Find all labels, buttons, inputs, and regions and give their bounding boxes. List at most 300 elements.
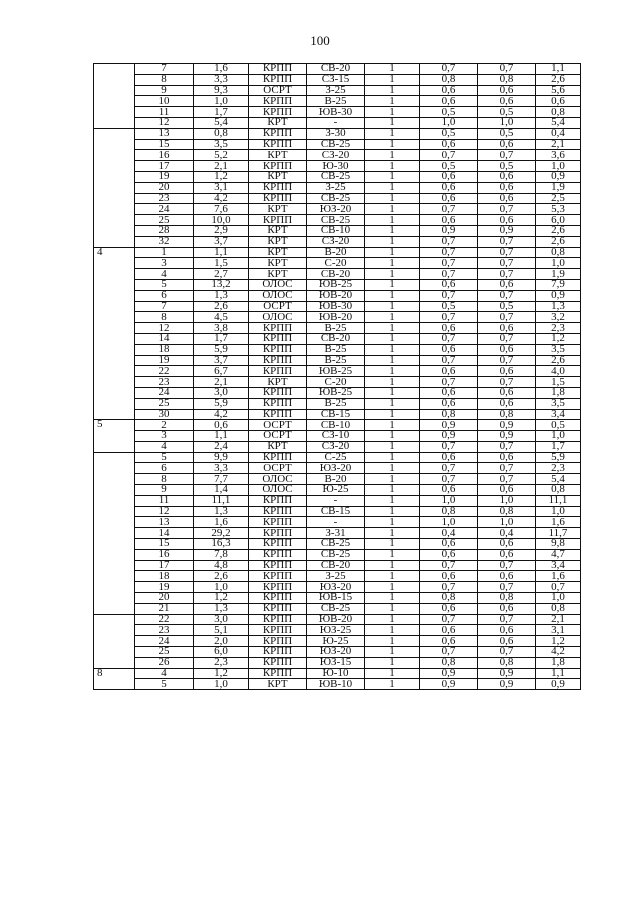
table-cell: 0,6 (478, 603, 536, 614)
table-cell: 1 (365, 85, 420, 96)
table-cell: КРПП (249, 107, 307, 118)
table-cell: 0,5 (420, 107, 478, 118)
table-cell: 5 (135, 679, 194, 690)
table-cell: 1,0 (536, 431, 581, 442)
table-cell: КРТ (249, 269, 307, 280)
table-cell: 9,9 (194, 452, 249, 463)
table-row (94, 204, 581, 215)
table-row (94, 474, 581, 485)
table-row (94, 517, 581, 528)
table-row (94, 647, 581, 658)
table-cell: 0,9 (420, 431, 478, 442)
table-cell: 1,8 (536, 657, 581, 668)
table-cell: 1 (365, 647, 420, 658)
table-cell: 15 (135, 539, 194, 550)
table-cell: 20 (135, 182, 194, 193)
table-row (94, 236, 581, 247)
table-cell: - (307, 117, 365, 128)
table-cell: 0,8 (536, 603, 581, 614)
table-cell: ЮЗ-20 (307, 647, 365, 658)
table-cell: 1 (365, 236, 420, 247)
table-cell: 1 (365, 506, 420, 517)
table-cell: 24 (135, 204, 194, 215)
table-cell: 12 (135, 506, 194, 517)
table-cell: 0,6 (478, 182, 536, 193)
table-cell: КРПП (249, 409, 307, 420)
table-cell: 2,6 (536, 355, 581, 366)
table-cell: КРПП (249, 323, 307, 334)
table-cell: 1,0 (536, 161, 581, 172)
table-cell: 1 (365, 539, 420, 550)
group-label-cell: 4 (94, 247, 135, 420)
table-cell: 0,6 (478, 636, 536, 647)
table-cell: 0,7 (420, 247, 478, 258)
table-cell: 0,6 (420, 85, 478, 96)
table-cell: КРТ (249, 204, 307, 215)
table-cell: ОЛОС (249, 279, 307, 290)
table-cell: 1 (365, 182, 420, 193)
table-cell: 0,6 (420, 549, 478, 560)
table-cell: 1,1 (536, 64, 581, 75)
table-cell: КРПП (249, 625, 307, 636)
table-cell: 1 (365, 463, 420, 474)
table-cell: 1 (365, 225, 420, 236)
table-cell: 0,6 (478, 571, 536, 582)
table-cell: 1,2 (194, 593, 249, 604)
table-cell: 1,0 (536, 258, 581, 269)
table-cell: ЮВ-30 (307, 301, 365, 312)
table-cell: 2,6 (194, 571, 249, 582)
table-cell: 5,4 (194, 117, 249, 128)
table-cell: 29,2 (194, 528, 249, 539)
table-cell: 7,7 (194, 474, 249, 485)
table-row (94, 64, 581, 75)
table-cell: 2,1 (536, 614, 581, 625)
table-cell: СВ-20 (307, 333, 365, 344)
table-row (94, 355, 581, 366)
table-cell: 1 (365, 171, 420, 182)
table-cell: 1 (365, 474, 420, 485)
table-cell: 0,7 (478, 377, 536, 388)
table-cell: КРПП (249, 517, 307, 528)
table-cell: 1 (365, 312, 420, 323)
table-cell: 20 (135, 593, 194, 604)
table-cell: 2,1 (194, 377, 249, 388)
table-cell: 1 (365, 549, 420, 560)
table-cell: 2,5 (536, 193, 581, 204)
table-cell: 1,6 (536, 517, 581, 528)
table-cell: 1,0 (536, 506, 581, 517)
table-cell: КРПП (249, 366, 307, 377)
table-cell: КРПП (249, 139, 307, 150)
table-cell: - (307, 517, 365, 528)
table-cell: КРПП (249, 528, 307, 539)
table-body (94, 64, 581, 690)
table-cell: 3 (135, 431, 194, 442)
table-cell: 0,8 (420, 657, 478, 668)
table-cell: КРТ (249, 117, 307, 128)
table-cell: 22 (135, 614, 194, 625)
table-cell: 5,4 (536, 117, 581, 128)
table-cell: 3,4 (536, 560, 581, 571)
table-cell: 1 (365, 117, 420, 128)
table-cell: 0,5 (536, 420, 581, 431)
table-cell: 0,7 (478, 647, 536, 658)
table-cell: 1,3 (194, 290, 249, 301)
table-cell: 1 (365, 582, 420, 593)
table-cell: 0,6 (420, 387, 478, 398)
table-cell: ЮВ-15 (307, 593, 365, 604)
table-cell: СВ-25 (307, 603, 365, 614)
group-label-cell: 8 (94, 668, 135, 690)
table-cell: 1 (365, 517, 420, 528)
table-cell: 4 (135, 668, 194, 679)
table-cell: 15 (135, 139, 194, 150)
table-cell: 14 (135, 333, 194, 344)
page-number: 100 (310, 33, 330, 48)
table-row (94, 495, 581, 506)
table-cell: 32 (135, 236, 194, 247)
table-cell: 0,8 (420, 506, 478, 517)
table-cell: 0,7 (420, 647, 478, 658)
table-cell: 0,7 (478, 474, 536, 485)
table-cell: 2,1 (536, 139, 581, 150)
table-cell: 11,1 (536, 495, 581, 506)
table-cell: 0,9 (536, 171, 581, 182)
table-cell: 0,7 (478, 614, 536, 625)
table-cell: 4 (135, 441, 194, 452)
table-row (94, 571, 581, 582)
table-cell: СЗ-20 (307, 441, 365, 452)
table-cell: 0,6 (420, 366, 478, 377)
table-cell: 0,7 (478, 463, 536, 474)
data-table (93, 63, 581, 690)
table-cell: 5 (135, 279, 194, 290)
table-cell: СВ-25 (307, 193, 365, 204)
table-cell: 0,6 (536, 96, 581, 107)
table-cell: 0,8 (194, 128, 249, 139)
table-cell: 0,9 (420, 679, 478, 690)
table-cell: 1 (365, 64, 420, 75)
table-cell: 1,0 (536, 593, 581, 604)
table-cell: КРПП (249, 193, 307, 204)
table-cell: - (307, 495, 365, 506)
table-cell: В-25 (307, 96, 365, 107)
table-cell: 0,7 (420, 377, 478, 388)
table-cell: КРПП (249, 657, 307, 668)
table-cell: 0,9 (536, 679, 581, 690)
table-cell: ОСРТ (249, 301, 307, 312)
table-row (94, 333, 581, 344)
table-cell: 0,7 (420, 150, 478, 161)
table-cell: 0,7 (478, 247, 536, 258)
table-cell: 1,2 (194, 171, 249, 182)
table-row (94, 247, 581, 258)
table-row (94, 560, 581, 571)
table-cell: 2,7 (194, 269, 249, 280)
table-cell: 0,5 (478, 161, 536, 172)
table-cell: 0,5 (420, 161, 478, 172)
table-cell: ЮВ-20 (307, 614, 365, 625)
table-row (94, 485, 581, 496)
table-row (94, 539, 581, 550)
table-cell: 0,7 (420, 236, 478, 247)
table-cell: 0,7 (420, 582, 478, 593)
table-cell: 0,7 (478, 258, 536, 269)
table-cell: 1 (365, 495, 420, 506)
table-cell: 1,0 (194, 679, 249, 690)
table-cell: 14 (135, 528, 194, 539)
table-cell: В-25 (307, 355, 365, 366)
table-cell: 16 (135, 150, 194, 161)
table-cell: 0,8 (536, 107, 581, 118)
table-cell: 3,5 (536, 398, 581, 409)
table-cell: КРПП (249, 614, 307, 625)
table-cell: 21 (135, 603, 194, 614)
table-cell: 3,0 (194, 614, 249, 625)
table-cell: 1 (365, 441, 420, 452)
table-cell: 7,8 (194, 549, 249, 560)
table-cell: Ю-25 (307, 636, 365, 647)
table-cell: 2,9 (194, 225, 249, 236)
table-cell: СЗ-20 (307, 236, 365, 247)
table-cell: 2,6 (536, 236, 581, 247)
table-row (94, 506, 581, 517)
table-cell: 0,7 (420, 614, 478, 625)
table-row (94, 614, 581, 625)
table-cell: 0,6 (420, 571, 478, 582)
table-row (94, 387, 581, 398)
table-cell: ЮЗ-15 (307, 657, 365, 668)
table-cell: ОСРТ (249, 431, 307, 442)
table-cell: 23 (135, 625, 194, 636)
table-cell: 1 (365, 279, 420, 290)
table-cell: СЗ-10 (307, 431, 365, 442)
table-row (94, 625, 581, 636)
table-cell: 2,3 (536, 463, 581, 474)
table-cell: КРПП (249, 549, 307, 560)
table-cell: 1,3 (536, 301, 581, 312)
table-cell: 0,8 (536, 247, 581, 258)
table-cell: 0,9 (536, 290, 581, 301)
table-cell: 19 (135, 171, 194, 182)
table-cell: 1 (365, 679, 420, 690)
table-cell: 1 (365, 107, 420, 118)
table-cell: 1,4 (194, 485, 249, 496)
table-cell: 1,9 (536, 182, 581, 193)
table-cell: 1 (365, 431, 420, 442)
table-cell: 0,7 (420, 290, 478, 301)
table-cell: 0,7 (420, 312, 478, 323)
table-cell: 1 (365, 355, 420, 366)
table-cell: 1 (365, 150, 420, 161)
table-row (94, 657, 581, 668)
table-cell: СВ-25 (307, 215, 365, 226)
table-cell: 0,8 (478, 409, 536, 420)
table-cell: 1,1 (194, 431, 249, 442)
table-cell: 0,6 (478, 539, 536, 550)
table-cell: ОСРТ (249, 420, 307, 431)
table-cell: 6,0 (194, 647, 249, 658)
table-cell: 3,8 (194, 323, 249, 334)
table-cell: 0,4 (536, 128, 581, 139)
table-cell: 0,7 (420, 355, 478, 366)
table-cell: 7 (135, 64, 194, 75)
table-cell: 4,2 (536, 647, 581, 658)
table-cell: ЮВ-25 (307, 387, 365, 398)
table-cell: 11,7 (536, 528, 581, 539)
table-cell: ОЛОС (249, 474, 307, 485)
table-row (94, 366, 581, 377)
table-cell: СВ-10 (307, 420, 365, 431)
table-cell: ЮВ-25 (307, 279, 365, 290)
table-cell: КРПП (249, 64, 307, 75)
group-label-cell (94, 452, 135, 614)
table-cell: КРТ (249, 679, 307, 690)
table-cell: 0,5 (478, 128, 536, 139)
table-cell: 1 (365, 398, 420, 409)
table-cell: ОСРТ (249, 85, 307, 96)
table-cell: 1,0 (478, 495, 536, 506)
table-cell: 1 (365, 560, 420, 571)
table-cell: 2,6 (536, 225, 581, 236)
table-row (94, 463, 581, 474)
table-cell: С-20 (307, 377, 365, 388)
table-cell: ОЛОС (249, 312, 307, 323)
table-cell: 0,7 (420, 441, 478, 452)
table-cell: 0,7 (478, 333, 536, 344)
table-cell: 1,2 (194, 668, 249, 679)
table-cell: КРПП (249, 182, 307, 193)
table-cell: 0,6 (420, 344, 478, 355)
table-cell: 0,7 (478, 150, 536, 161)
table-cell: 0,7 (478, 582, 536, 593)
table-row (94, 679, 581, 690)
table-cell: Ю-25 (307, 485, 365, 496)
table-cell: 10 (135, 96, 194, 107)
table-cell: КРТ (249, 441, 307, 452)
table-cell: ЮЗ-20 (307, 582, 365, 593)
table-cell: 0,7 (478, 312, 536, 323)
table-cell: 8 (135, 474, 194, 485)
table-cell: 0,8 (536, 485, 581, 496)
table-cell: 12 (135, 117, 194, 128)
table-cell: КРПП (249, 593, 307, 604)
table-cell: 3,6 (536, 150, 581, 161)
table-cell: 13,2 (194, 279, 249, 290)
table-cell: КРТ (249, 150, 307, 161)
table-row (94, 161, 581, 172)
table-cell: 1,7 (194, 107, 249, 118)
table-cell: 1,2 (536, 333, 581, 344)
table-row (94, 258, 581, 269)
table-cell: 3 (135, 258, 194, 269)
table-cell: КРПП (249, 387, 307, 398)
table-cell: КРПП (249, 161, 307, 172)
table-row (94, 301, 581, 312)
table-cell: В-20 (307, 247, 365, 258)
table-cell: 1,5 (536, 377, 581, 388)
table-cell: 0,7 (536, 582, 581, 593)
table-cell: З-25 (307, 571, 365, 582)
table-cell: 1,5 (194, 258, 249, 269)
table-cell: 1,0 (194, 582, 249, 593)
table-cell: ЮВ-10 (307, 679, 365, 690)
table-cell: 0,6 (420, 452, 478, 463)
table-cell: 4,0 (536, 366, 581, 377)
table-row (94, 193, 581, 204)
table-cell: 0,6 (478, 398, 536, 409)
table-cell: 0,6 (420, 139, 478, 150)
table-cell: 19 (135, 582, 194, 593)
table-cell: 0,6 (478, 485, 536, 496)
table-cell: 0,7 (420, 463, 478, 474)
table-cell: З-30 (307, 128, 365, 139)
table-cell: 3,3 (194, 74, 249, 85)
table-cell: 0,9 (478, 420, 536, 431)
table-cell: КРПП (249, 668, 307, 679)
table-cell: 2,3 (194, 657, 249, 668)
table-cell: СВ-25 (307, 549, 365, 560)
table-row (94, 128, 581, 139)
table-cell: 0,7 (420, 204, 478, 215)
table-cell: 0,6 (420, 323, 478, 334)
table-cell: 4,2 (194, 409, 249, 420)
table-cell: 0,6 (420, 279, 478, 290)
table-cell: 0,8 (420, 74, 478, 85)
table-row (94, 117, 581, 128)
table-row (94, 431, 581, 442)
table-cell: ОСРТ (249, 463, 307, 474)
table-cell: 3,0 (194, 387, 249, 398)
table-cell: 25 (135, 398, 194, 409)
table-cell: 0,8 (478, 506, 536, 517)
table-cell: 8 (135, 74, 194, 85)
table-cell: ЮЗ-20 (307, 204, 365, 215)
table-cell: ЮЗ-25 (307, 625, 365, 636)
table-cell: СВ-20 (307, 560, 365, 571)
table-row (94, 171, 581, 182)
table-cell: 1,1 (536, 668, 581, 679)
table-cell: 1,0 (194, 96, 249, 107)
table-row (94, 323, 581, 334)
table-cell: 1 (365, 387, 420, 398)
table-cell: 0,7 (420, 258, 478, 269)
table-cell: З-25 (307, 182, 365, 193)
table-cell: КРПП (249, 539, 307, 550)
table-cell: 1,0 (420, 495, 478, 506)
table-cell: 2,4 (194, 441, 249, 452)
table-cell: 1 (135, 247, 194, 258)
table-cell: 0,4 (420, 528, 478, 539)
table-cell: 1 (365, 593, 420, 604)
table-cell: 5,9 (194, 398, 249, 409)
table-cell: 1,6 (536, 571, 581, 582)
table-cell: 1 (365, 614, 420, 625)
table-cell: 0,6 (420, 171, 478, 182)
table-cell: 24 (135, 636, 194, 647)
table-cell: 1,0 (478, 117, 536, 128)
table-cell: 0,9 (478, 679, 536, 690)
table-cell: 1,0 (420, 117, 478, 128)
table-cell: 0,4 (478, 528, 536, 539)
table-cell: КРПП (249, 495, 307, 506)
table-cell: 0,7 (420, 333, 478, 344)
table-cell: КРТ (249, 247, 307, 258)
table-cell: 1 (365, 420, 420, 431)
table-row (94, 139, 581, 150)
table-cell: КРТ (249, 236, 307, 247)
